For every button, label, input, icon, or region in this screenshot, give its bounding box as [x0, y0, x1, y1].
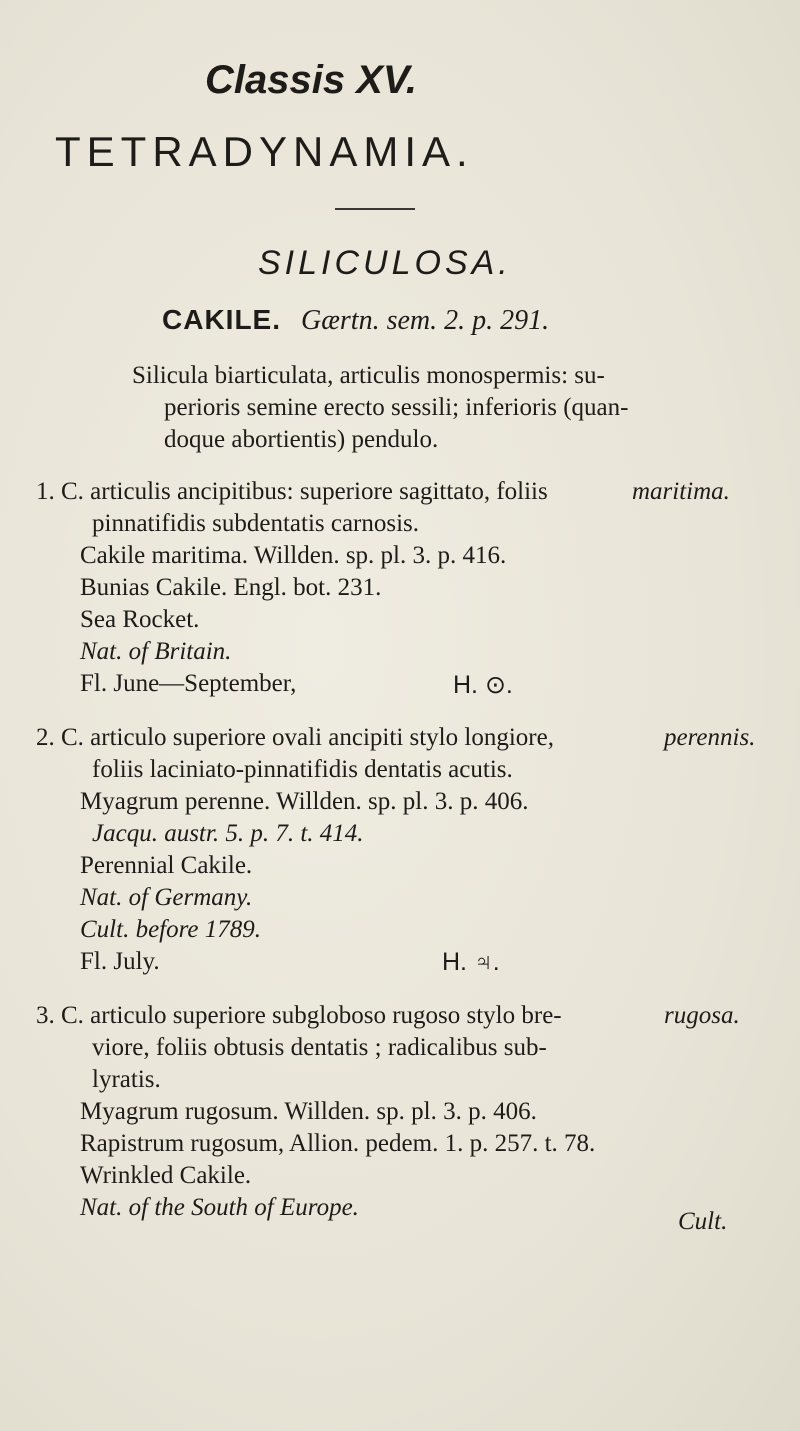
species-common-name: Sea Rocket.	[80, 606, 200, 633]
species-diagnosis-line: foliis laciniato-pinnatifidis dentatis acutis.	[92, 756, 513, 783]
species-duration-symbol: H. ♃.	[442, 948, 500, 976]
species-flowering: Fl. July.	[80, 948, 160, 975]
species-cultivation: Cult. before 1789.	[80, 916, 262, 943]
genus-name: CAKILE.	[162, 304, 281, 335]
species-diagnosis-line: 3. C. articulo superiore subgloboso rugoso stylo bre-	[36, 1002, 562, 1029]
classis-heading: Classis XV.	[205, 58, 418, 102]
order-heading: SILICULOSA.	[258, 244, 512, 282]
species-flowering: Fl. June—September,	[80, 670, 297, 697]
genus-description-line: Silicula biarticulata, articulis monospermis: su-	[132, 362, 605, 389]
species-reference-line: Jacqu. austr. 5. p. 7. t. 414.	[92, 820, 364, 847]
species-reference-line: Cakile maritima. Willden. sp. pl. 3. p. 416.	[80, 542, 507, 569]
species-duration-symbol: H. ⊙.	[453, 671, 513, 699]
species-reference-line: Myagrum perenne. Willden. sp. pl. 3. p. 406.	[80, 788, 529, 815]
species-diagnosis-line: 1. C. articulis ancipitibus: superiore sagittato, foliis	[36, 478, 548, 505]
class-name-heading: TETRADYNAMIA.	[55, 128, 474, 175]
species-reference-line: Bunias Cakile. Engl. bot. 231.	[80, 574, 382, 601]
species-diagnosis-line: 2. C. articulo superiore ovali ancipiti stylo longiore,	[36, 724, 554, 751]
genus-heading	[162, 304, 549, 337]
species-native-range: Nat. of Germany.	[80, 884, 253, 911]
species-common-name: Wrinkled Cakile.	[80, 1162, 252, 1189]
genus-description-line: perioris semine erecto sessili; inferioris (quan-	[164, 394, 629, 421]
species-trivial-name: rugosa.	[664, 1002, 740, 1029]
heading-rule	[335, 208, 415, 210]
species-native-range: Nat. of the South of Europe.	[80, 1194, 359, 1221]
species-reference-line: Myagrum rugosum. Willden. sp. pl. 3. p. 406.	[80, 1098, 537, 1125]
species-diagnosis-line: viore, foliis obtusis dentatis ; radicalibus sub-	[92, 1034, 547, 1061]
species-trivial-name: perennis.	[664, 724, 756, 751]
species-trivial-name: maritima.	[632, 478, 730, 505]
species-native-range: Nat. of Britain.	[80, 638, 232, 665]
species-diagnosis-line: lyratis.	[92, 1066, 161, 1093]
catchword: Cult.	[678, 1208, 728, 1235]
genus-description-line: doque abortientis) pendulo.	[164, 426, 439, 453]
species-reference-line: Rapistrum rugosum, Allion. pedem. 1. p. 257. t. 78.	[80, 1130, 596, 1157]
species-common-name: Perennial Cakile.	[80, 852, 253, 879]
genus-authority: Gærtn. sem. 2. p. 291.	[301, 305, 550, 336]
species-diagnosis-line: pinnatifidis subdentatis carnosis.	[92, 510, 420, 537]
